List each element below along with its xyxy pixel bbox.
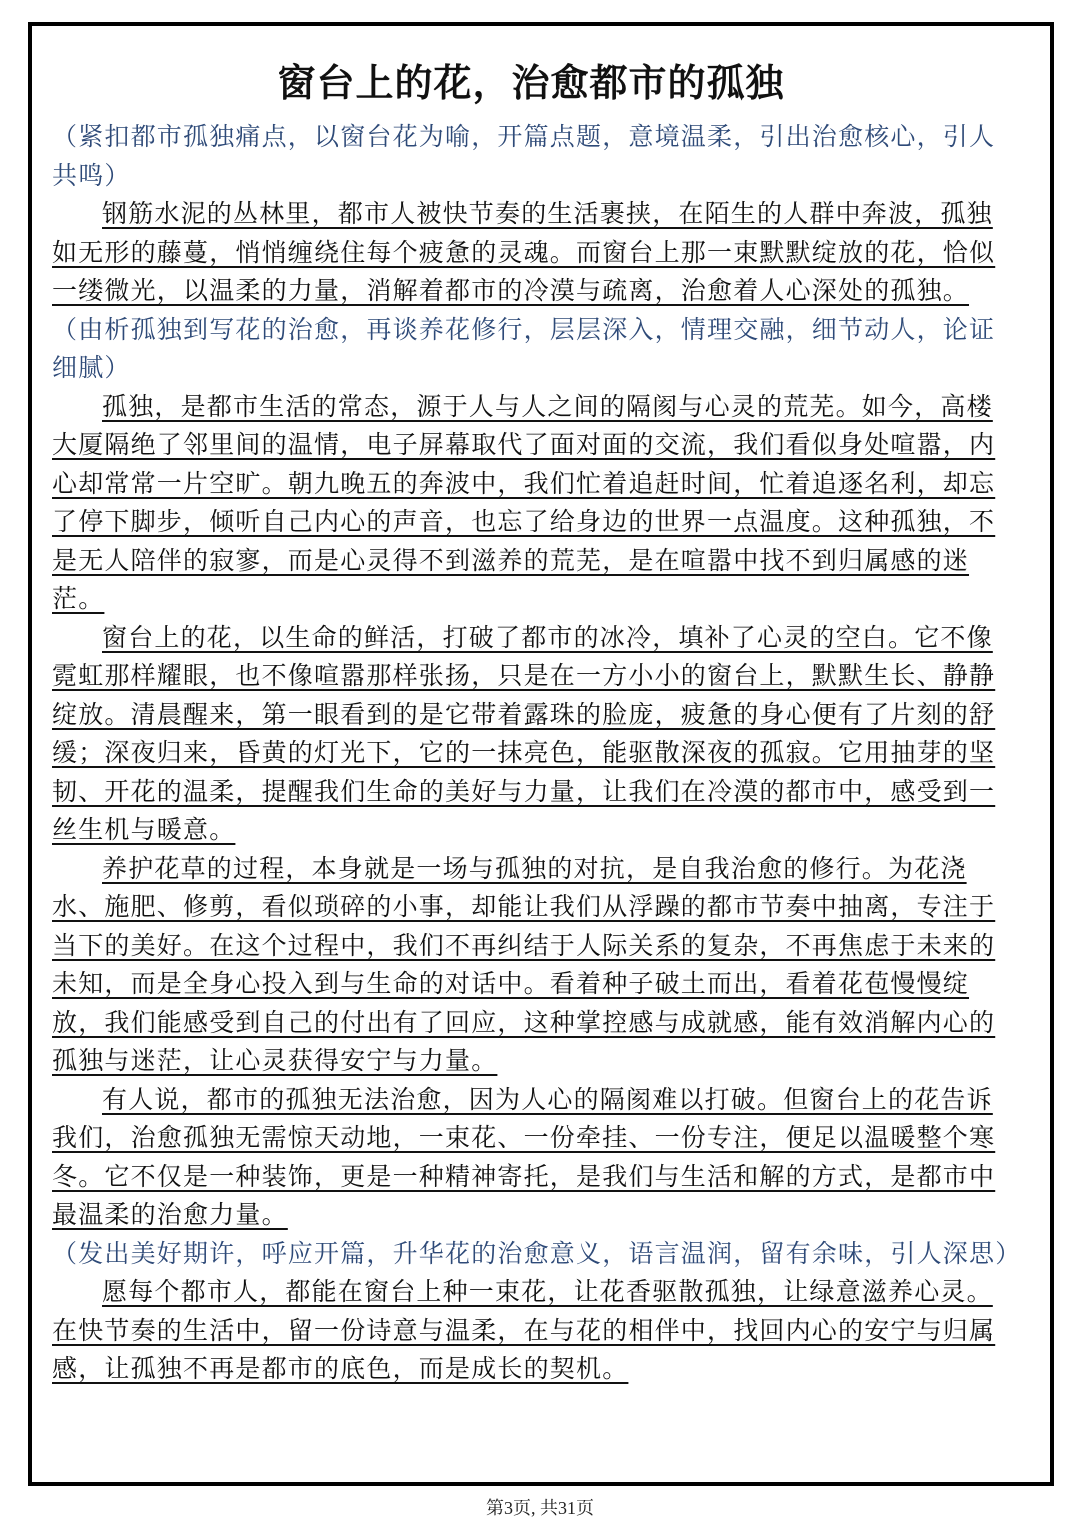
paragraph-3 [52, 619, 1010, 850]
paragraph-5-text: 有人说，都市的孤独无法治愈，因为人心的隔阂难以打破。但窗台上的花告诉我们，治愈孤独无需惊天动地，一束花、一份牵挂、一份专注，便足以温暖整个寒冬。它不仅是一种装饰，更是一种精神寄托，是我们与生活和解的方式，是都市中最温柔的治愈力量。 [52, 1084, 996, 1229]
page-number: 第3页, 共31页 [486, 1498, 594, 1518]
paragraph-4-text: 养护花草的过程，本身就是一场与孤独的对抗，是自我治愈的修行。为花浇水、施肥、修剪，看似琐碎的小事，却能让我们从浮躁的都市节奏中抽离，专注于当下的美好。在这个过程中，我们不再纠结于人际关系的复杂，不再焦虑于未来的未知，而是全身心投入到与生命的对话中。看着种子破土而出，看着花苞慢慢绽放，我们能感受到自己的付出有了回应，这种掌控感与成就感，能有效消解内心的孤独与迷茫，让心灵获得安宁与力量。 [52, 853, 996, 1075]
paragraph-1 [52, 195, 1010, 311]
paragraph-3-text: 窗台上的花，以生命的鲜活，打破了都市的冰冷，填补了心灵的空白。它不像霓虹那样耀眼，也不像喧嚣那样张扬，只是在一方小小的窗台上，默默生长、静静绽放。清晨醒来，第一眼看到的是它带着露珠的脸庞，疲惫的身心便有了片刻的舒缓；深夜归来，昏黄的灯光下，它的一抹亮色，能驱散深夜的孤寂。它用抽芽的坚韧、开花的温柔，提醒我们生命的美好与力量，让我们在冷漠的都市中，感受到一丝生机与暖意。 [52, 622, 996, 844]
paragraph-6-text: 愿每个都市人，都能在窗台上种一束花，让花香驱散孤独，让绿意滋养心灵。在快节奏的生活中，留一份诗意与温柔，在与花的相伴中，找回内心的安宁与归属感，让孤独不再是都市的底色，而是成长的契机。 [52, 1277, 996, 1383]
essay-title: 窗台上的花，治愈都市的孤独 [277, 61, 785, 105]
paragraph-1-text: 钢筋水泥的丛林里，都市人被快节奏的生活裹挟，在陌生的人群中奔波，孤独如无形的藤蔓，悄悄缠绕住每个疲惫的灵魂。而窗台上那一束默默绽放的花，恰似一缕微光，以温柔的力量，消解着都市的冷漠与疏离，治愈着人心深处的孤独。 [52, 199, 996, 305]
paragraph-5 [52, 1081, 1010, 1235]
paragraph-6 [52, 1273, 1010, 1389]
paragraph-4 [52, 850, 1010, 1081]
annotation-body: （由析孤独到写花的治愈，再谈养花修行，层层深入，情理交融，细节动人，论证细腻） [52, 314, 996, 382]
essay-body [52, 54, 1022, 1389]
paragraph-2 [52, 388, 1010, 619]
annotation-conclusion: （发出美好期许，呼应开篇，升华花的治愈意义，语言温润，留有余味，引人深思） [52, 1238, 1022, 1268]
paragraph-2-text: 孤独，是都市生活的常态，源于人与人之间的隔阂与心灵的荒芜。如今，高楼大厦隔绝了邻里间的温情，电子屏幕取代了面对面的交流，我们看似身处喧嚣，内心却常常一片空旷。朝九晚五的奔波中，我们忙着追赶时间，忙着追逐名利，却忘了停下脚步，倾听自己内心的声音，也忘了给身边的世界一点温度。这种孤独，不是无人陪伴的寂寥，而是心灵得不到滋养的荒芜，是在喧嚣中找不到归属感的迷茫。 [52, 391, 996, 613]
annotation-intro: （紧扣都市孤独痛点，以窗台花为喻，开篇点题，意境温柔，引出治愈核心，引人共鸣） [52, 122, 996, 190]
